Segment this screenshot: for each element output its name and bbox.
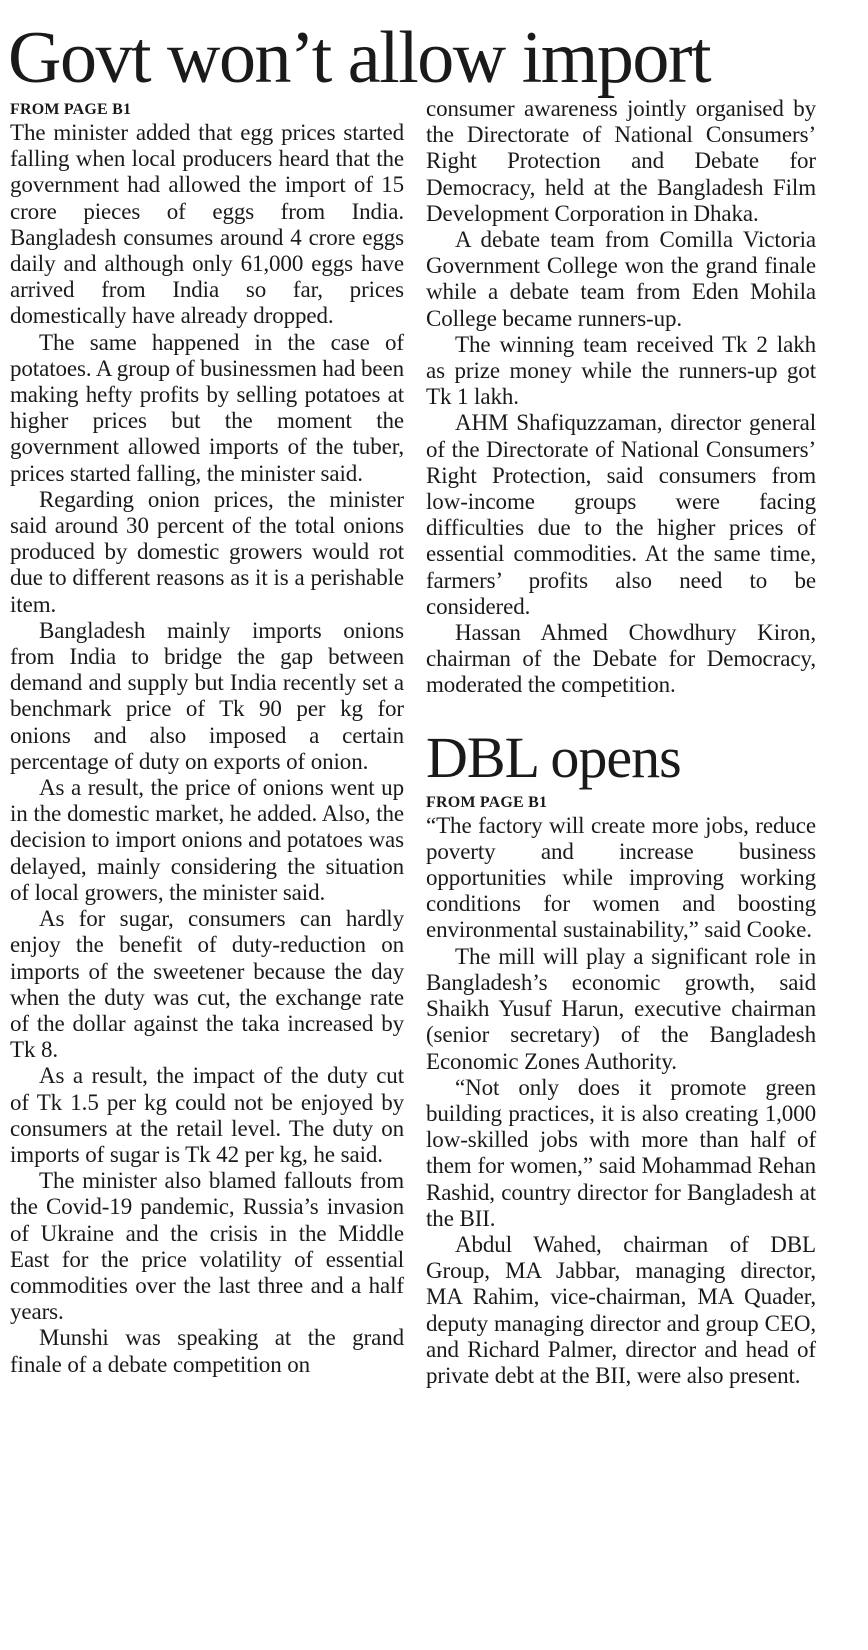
paragraph: AHM Shafiquzzaman, director general of the Directorate of National Consumers’ Right Protection, said consumers from low-income groups were facing difficulties due to the higher prices of essential commodities. At the same time, farmers’ profits also need to be considered. — [426, 410, 816, 619]
continuation-kicker: FROM PAGE B1 — [10, 101, 132, 118]
paragraph: The mill will play a significant role in Bangladesh’s economic growth, said Shaikh Yusuf Harun, executive chairman (senior secretary) of the Bangladesh Economic Zones Authority. — [426, 943, 816, 1074]
paragraph: A debate team from Comilla Victoria Government College won the grand finale while a debate team from Eden Mohila College became runners-up. — [426, 227, 816, 331]
paragraph: “The factory will create more jobs, reduce poverty and increase business opportunities while improving working conditions for women and boosting environmental sustainability,” said Cooke. — [426, 812, 816, 943]
paragraph: “Not only does it promote green building practices, it is also creating 1,000 low-skilled jobs with more than half of them for women,” said Mohammad Rehan Rashid, country director for Bangladesh at the BII. — [426, 1074, 816, 1231]
paragraph: Bangladesh mainly imports onions from India to bridge the gap between demand and supply but India recently set a benchmark price of Tk 90 per kg for onions and also imposed a certain percentage of duty on exports of onion. — [10, 617, 404, 774]
paragraph: Hassan Ahmed Chowdhury Kiron, chairman of the Debate for Democracy, moderated the competition. — [426, 620, 816, 698]
right-column — [426, 96, 816, 1389]
paragraph: As a result, the price of onions went up in the domestic market, he added. Also, the decision to import onions and potatoes was delayed, mainly considering the situation of local growers, the minister said. — [10, 775, 404, 905]
paragraph: Munshi was speaking at the grand finale of a debate competition on — [10, 1325, 404, 1377]
paragraph: The winning team received Tk 2 lakh as prize money while the runners-up got Tk 1 lakh. — [426, 331, 816, 410]
left-column — [10, 100, 404, 1378]
paragraph: consumer awareness jointly organised by the Directorate of National Consumers’ Right Protection and Debate for Democracy, held at the Bangladesh Film Development Corporation in Dhaka. — [426, 96, 816, 226]
paragraph: As for sugar, consumers can hardly enjoy the benefit of duty-reduction on imports of the sweetener because the day when the duty was cut, the exchange rate of the dollar against the taka increased by Tk 8. — [10, 906, 404, 1063]
paragraph: The minister added that egg prices started falling when local producers heard that the government had allowed the import of 15 crore pieces of eggs from India. Bangladesh consumes around 4 crore eggs daily and although only 61,000 eggs have arrived from India so far, prices domestically have already dropped. — [10, 120, 404, 329]
paragraph: The same happened in the case of potatoes. A group of businessmen had been making hefty profits by selling potatoes at higher prices but the moment the government allowed imports of the tuber, prices started falling, the minister said. — [10, 329, 404, 486]
second-article-headline: DBL opens — [426, 724, 681, 790]
paragraph: Regarding onion prices, the minister said around 30 percent of the total onions produced by domestic growers would rot due to different reasons as it is a perishable item. — [10, 486, 404, 617]
paragraph: As a result, the impact of the duty cut of Tk 1.5 per kg could not be enjoyed by consumers at the retail level. The duty on imports of sugar is Tk 42 per kg, he said. — [10, 1063, 404, 1167]
paragraph: The minister also blamed fallouts from the Covid-19 pandemic, Russia’s invasion of Ukraine and the crisis in the Middle East for the price volatility of essential commodities over the last three and a half years. — [10, 1168, 404, 1325]
continuation-kicker: FROM PAGE B1 — [426, 793, 548, 811]
paragraph: Abdul Wahed, chairman of DBL Group, MA Jabbar, managing director, MA Rahim, vice-chairman, MA Quader, deputy managing director and group CEO, and Richard Palmer, director and head of private debt at the BII, were also present. — [426, 1231, 816, 1388]
article-headline: Govt won’t allow import — [8, 17, 711, 99]
